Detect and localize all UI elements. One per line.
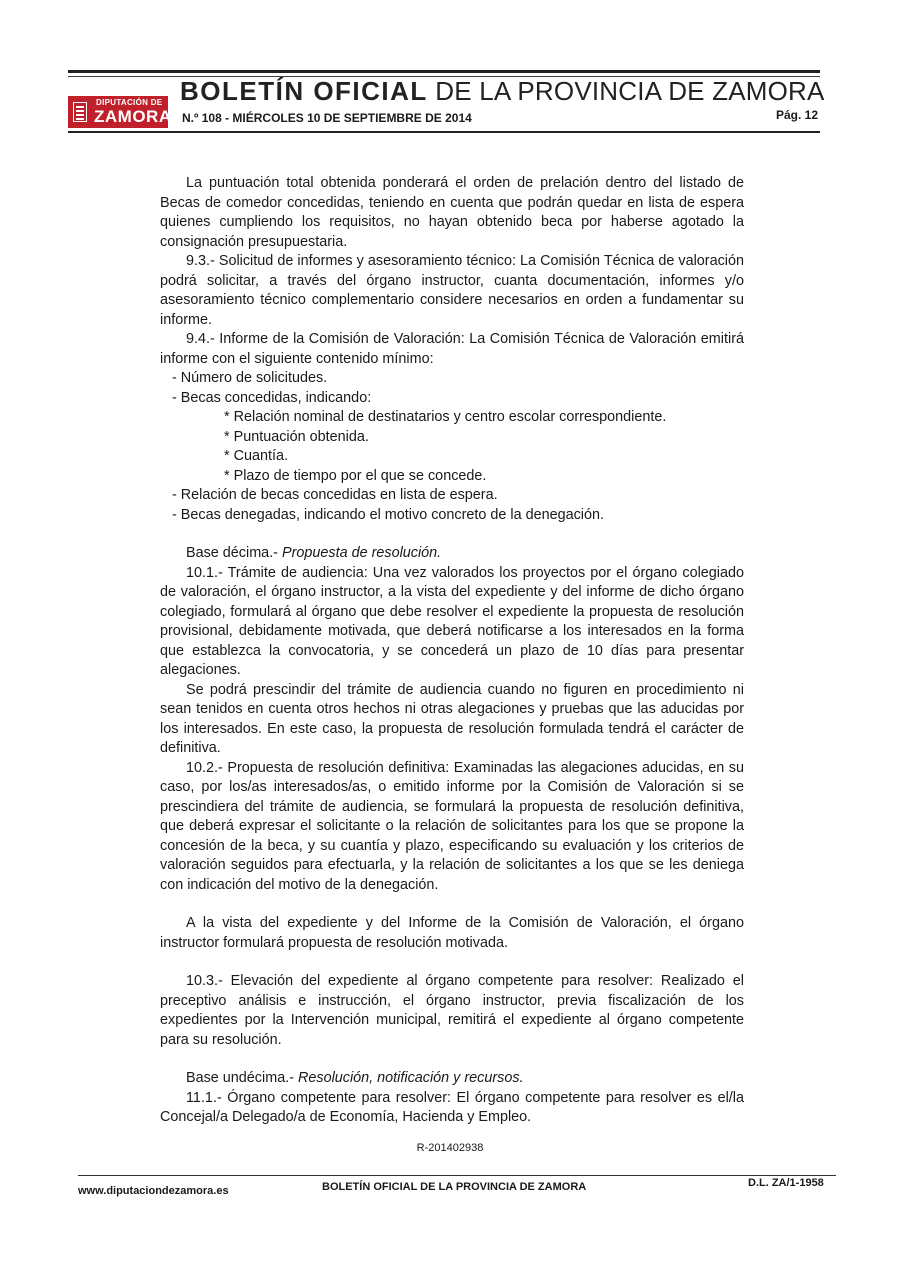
paragraph-9-4: 9.4.- Informe de la Comisión de Valoración: La Comisión Técnica de Valoración emitirá informe con el siguiente contenido mínimo:	[160, 331, 744, 367]
section-heading-undecima-prefix: Base undécima.-	[186, 1070, 298, 1086]
list-item: - Becas denegadas, indicando el motivo concreto de la denegación.	[172, 506, 605, 523]
list-item: - Becas concedidas, indicando:	[172, 389, 372, 406]
footer-legal-deposit: D.L. ZA/1-1958	[748, 1177, 824, 1189]
paragraph-11-1: 11.1.- Órgano competente para resolver: El órgano competente para resolver es el/la Concejal/a Delegado/a de Economía, Hacienda y Empleo.	[160, 1089, 744, 1125]
section-heading-decima-title: Propuesta de resolución.	[281, 545, 442, 561]
issue-date: N.º 108 - MIÉRCOLES 10 DE SEPTIEMBRE DE 2014	[182, 111, 472, 125]
header-top-rule	[68, 70, 820, 73]
reference-code: R-201402938	[416, 1142, 484, 1154]
paragraph-10-2-b: A la vista del expediente y del Informe de la Comisión de Valoración, el órgano instructor formulará propuesta de resolución motivada.	[160, 915, 744, 951]
section-heading-undecima-title: Resolución, notificación y recursos.	[297, 1070, 524, 1086]
sub-list-item: * Relación nominal de destinatarios y centro escolar correspondiente.	[224, 409, 667, 425]
header-bottom-rule	[68, 131, 820, 133]
diputacion-logo	[68, 96, 172, 128]
page-number: Pág. 12	[775, 108, 818, 122]
list-item: - Número de solicitudes.	[172, 370, 328, 386]
paragraph-10-3: 10.3.- Elevación del expediente al órgano competente para resolver: Realizado el preceptivo análisis e instrucción, el órgano instructor, previa fiscalización de los expedientes por la Intervención municipal, remitirá el expediente al órgano competente para su resolución.	[160, 973, 744, 1048]
section-heading-decima	[160, 544, 744, 564]
footer-website: www.diputaciondezamora.es	[78, 1185, 229, 1197]
paragraph-ponderacion: La puntuación total obtenida ponderará el orden de prelación dentro del listado de Becas de comedor concedidas, teniendo en cuenta que podrán quedar en lista de espera quienes cumpliendo los requisitos, no hayan obtenido beca por haberse agotado la consignación presupuestaria.	[160, 175, 744, 250]
sub-list-item: * Plazo de tiempo por el que se concede.	[224, 467, 487, 484]
sub-list-item: * Puntuación obtenida.	[224, 428, 369, 445]
paragraph-10-2: 10.2.- Propuesta de resolución definitiva: Examinadas las alegaciones aducidas, en su caso, por los/as interesados/as, o emitido informe por la Comisión de Valoración si se prescindiera del trámite de audiencia, se formulará la propuesta de resolución definitiva, que deberá expresar el solicitante o la relación de solicitantes para los que se propone la concesión de la beca, y su cuantía y plazo, especificando su evaluación y los criterios de valoración seguidos para efectuarla, y la relación de solicitantes a los que se les deniega con indicación del motivo de la denegación.	[160, 759, 744, 893]
document-body	[160, 174, 744, 1128]
logo-top-text: DIPUTACIÓN DE	[96, 98, 163, 107]
coat-of-arms-icon	[73, 102, 87, 122]
paragraph-10-1-b: Se podrá prescindir del trámite de audiencia cuando no figuren en procedimiento ni sean tenidos en cuenta otros hechos ni otras alegaciones y pruebas que las aducidas por los interesados. En este caso, la propuesta de resolución formulada tendrá el carácter de definitiva.	[160, 681, 744, 756]
paragraph-10-1: 10.1.- Trámite de audiencia: Una vez valorados los proyectos por el órgano colegiado de valoración, el órgano instructor, a la vista del expediente y del informe de dicho órgano colegiado, formulará al órgano que debe resolver el expediente la propuesta de resolución provisional, debidamente motivada, que deberá notificarse a los interesados en la forma que establezca la convocatoria, y se concederá un plazo de 10 días para presentar alegaciones.	[160, 564, 744, 678]
sub-list-item: * Cuantía.	[224, 448, 288, 464]
bulletin-title	[180, 76, 825, 107]
section-heading-decima-prefix: Base décima.-	[186, 545, 282, 561]
footer-rule	[78, 1175, 836, 1176]
section-heading-undecima	[160, 1069, 744, 1089]
bulletin-title-rest: DE LA PROVINCIA DE ZAMORA	[427, 76, 825, 106]
footer-bulletin-name: BOLETÍN OFICIAL DE LA PROVINCIA DE ZAMORA	[322, 1181, 587, 1193]
logo-bottom-text: ZAMORA	[94, 107, 172, 126]
bulletin-title-bold: BOLETÍN OFICIAL	[180, 76, 428, 106]
list-item: - Relación de becas concedidas en lista de espera.	[172, 487, 498, 503]
paragraph-9-3: 9.3.- Solicitud de informes y asesoramiento técnico: La Comisión Técnica de valoración podrá solicitar, a través del órgano instructor, cuanta documentación, informes y/o asesoramiento técnico complementario considere necesarios en orden a fundamentar su informe.	[160, 253, 744, 328]
